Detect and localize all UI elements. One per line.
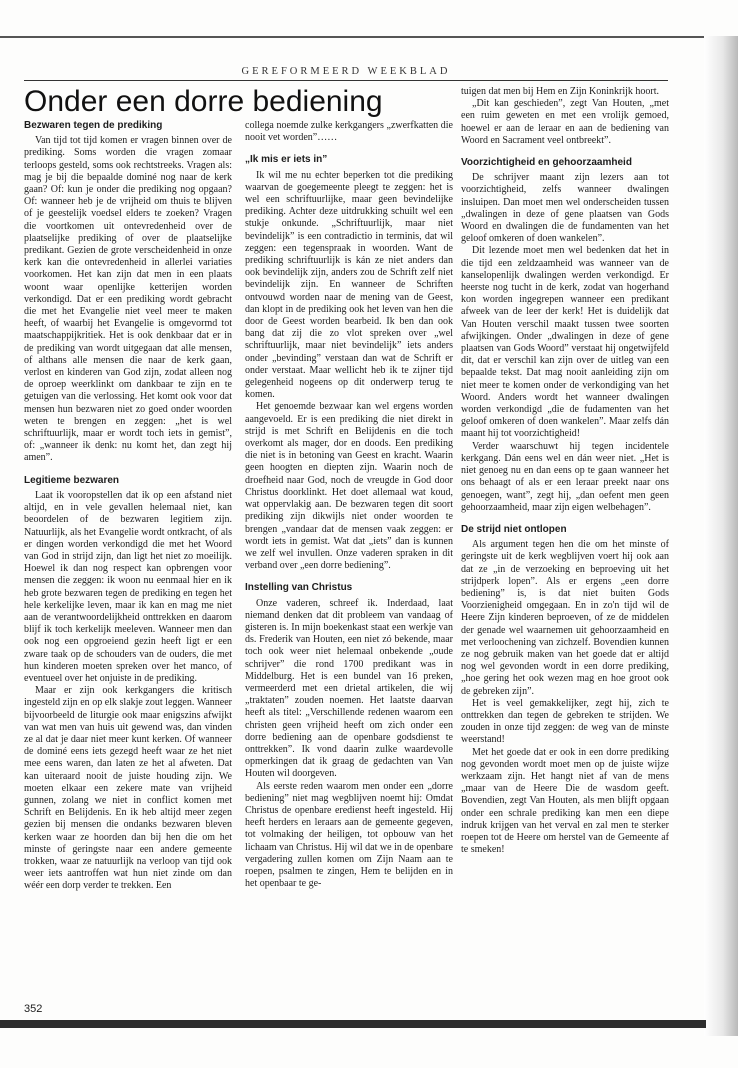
masthead-rule: [24, 80, 668, 81]
section-gap: [461, 147, 669, 157]
body-paragraph: Ik wil me nu echter beperken tot die prediking waarvan de goegemeente pleegt te zeggen: het is wel een schriftuurlijke, maar geen bevindelijke prediking. Achter deze uitdrukking schuilt wel een stukje onkunde. „Schriftuurlijk, maar niet bevindelijk” is een contradictio in terminis, dat wil zeggen: een tegenspraak in woorden. Want de prediking schriftuurlijk is kán ze niet anders dan ook bevindelijk zijn, anders zou de Schrift zelf niet bevindelijk zijn. En wanneer de Schriften ontvouwd worden naar de mening van de Geest, dan klopt in de prediking ook het leven van hen die door de Geest worden bearbeid. Ik ben dan ook bang dat zij die zo vlot spreken over „wel schriftuurlijk, maar niet bevindelijk” iets anders onder „bevinding” verstaan dan wat de Schrift er onder verstaat. Maar wellicht heb ik te zijner tijd gelegenheid nogeens op dit onderwerp terug te komen.: [245, 169, 453, 401]
section-gap: [245, 572, 453, 582]
bottom-border-bar: [0, 1020, 706, 1028]
section-gap: [245, 144, 453, 154]
page-number: 352: [24, 1003, 43, 1015]
top-border-line: [0, 36, 706, 38]
body-paragraph: Verder waarschuwt hij tegen incidentele kerkgang. Dán eens wel en dán weer niet. „Het is niet genoeg nu en dan eens op te gaan wanneer het ons behaagt of als er een leraar preekt naar ons genoegen, want”, zegt hij, „dan oefent men geen gehoorzaamheid, maar zijn eigen welbehagen”.: [461, 440, 669, 513]
article-column-1: [24, 120, 232, 893]
section-heading: Legitieme bezwaren: [24, 474, 120, 486]
section-heading: De strijd niet ontlopen: [461, 523, 567, 535]
body-paragraph: Het is veel gemakkelijker, zegt hij, zich te onttrekken dan tegen de gebreken te strijden. We zouden in onze tijd zeggen: de weg van de minste weerstand!: [461, 697, 669, 746]
body-paragraph: De schrijver maant zijn lezers aan tot voorzichtigheid, zelfs wanneer dwalingen insluipen. Dan moet men wel onderscheiden tussen „dwalingen in deze of gene plaatsen van Gods Woord en dwalingen die de fundamenten van het geloof omkeren of doen wankelen”.: [461, 172, 669, 245]
body-paragraph: Van tijd tot tijd komen er vragen binnen over de prediking. Soms worden die vragen zomaar terloops gesteld, soms ook rechtstreeks. Vragen als: mag je bij die bepaalde dominé nog naar de kerk gaan? Of: kun je onder die prediking nog opgaan? Of: wanneer heb je de vrijheid om thuis te blijven of je geestelijk voedsel elders te zoeken? Vragen die voortkomen uit ontevredenheid over de plaatselijke prediking of over de plaatselijke predikant. Gezien de grote verscheidenheid in onze kerk kan die ontevredenheid in allerlei variaties voorkomen. Het kan zijn dat men in een plaats woont waar openlijke ketterijen worden verkondigd. Dat er een prediking wordt gebracht die met het Evangelie niet veel meer te maken heeft, of waarbij het Evangelie is omgevormd tot maatschappijkritiek. Het is ook denkbaar dat er in de prediking van wordt uitgegaan dat alle mensen, of althans alle mensen die naar de kerk gaan, verlost en kinderen van God zijn, zodat alleen nog de oproep weerklinkt om dankbaar te zijn en te getuigen van die verlossing. Het komt ook voor dat mensen hun bezwaren niet zo goed onder woorden weten te brengen en zeggen: „het is wel schriftuurlijk, maar er wordt toch iets in gemist”, of: „wanneer ik denk: nu komt het, dan zegt hij amen”.: [24, 135, 232, 464]
body-paragraph: Laat ik vooropstellen dat ik op een afstand niet altijd, en in vele gevallen helemaal niet, kan beoordelen of de bezwaren legitiem zijn. Natuurlijk, als het Evangelie wordt ontkracht, of als er dingen worden verkondigd die met het Woord van God in strijd zijn, dan ligt het niet zo moeilijk. Hoewel ik dan nog respect kan opbrengen voor mensen die zeggen: ik woon nu eenmaal hier en ik heb grote bezwaren tegen de prediking en tegen het hele kerkelijke leven, maar ik kan en mag me niet aan de verantwoordelijkheid onttrekken en daarom blijf ik toch kerkelijk meeleven. Wanneer men dan ook nog een opgroeiend gezin heeft ligt er een zware taak op de schouders van de ouders, die met hun kinderen moeten spreken over het manco, of eventueel over het onjuiste in de prediking.: [24, 489, 232, 684]
body-paragraph: Het genoemde bezwaar kan wel ergens worden aangevoeld. Er is een prediking die niet direkt in strijd is met Schrift en Belijdenis en die toch overkomt als mager, dor en doods. Een prediking die niet is in betoning van Geest en kracht. Waarin geen hoogten en diepten zijn. Waarin noch de droefheid naar God, noch de vreugde in God door Christus doorklinkt. Het doet allemaal wat koud, wat oppervlakig aan. De bezwaren tegen dit soort prediking zijn dikwijls niet onder woorden te brengen „vandaar dat de mensen vaak zeggen: er wordt iets in gemist. Wat dat „iets” dan is kunnen we zelf wel invullen. Onze vaderen spraken in dit verband over „een dorre bediening”.: [245, 401, 453, 572]
body-paragraph: „Dit kan geschieden”, zegt Van Houten, „met een ruim geweten en met een vrolijk gemoed, hoewel er aan de leraar en aan de bediening van Woord en Sacrament veel ontbreekt”.: [461, 98, 669, 146]
body-paragraph: Als eerste reden waarom men onder een „dorre bediening” niet mag wegblijven noemt hij: Omdat Christus de openbare eredienst heeft ingesteld. Hij heeft herders en leraars aan de gemeente gegeven, tot volmaking der heiligen, tot opbouw van het lichaam van Christus. Hij wil dat we in de openbare vergadering zullen komen om Zijn Naam aan te roepen, psalmen te zingen, Hem te belijden en in het openbaar te ge-: [245, 780, 453, 890]
section-heading: Voorzichtigheid en gehoorzaamheid: [461, 157, 632, 169]
masthead: GEREFORMEERD WEEKBLAD: [241, 66, 451, 77]
body-paragraph: Met het goede dat er ook in een dorre prediking nog gevonden wordt moet men op de juiste wijze werkzaam zijn. Het hangt niet af van de mens „maar van de Heere Die de wasdom geeft. Bovendien, zegt Van Houten, als men blijft opgaan onder een schrale prediking kan men een diepe indruk krijgen van het verval en zal men te sterker roepen tot de Heere om herstel van de Gemeente af te smeken!: [461, 746, 669, 856]
article-column-3: [461, 86, 669, 856]
section-heading: Instelling van Christus: [245, 582, 353, 594]
body-paragraph: tuigen dat men bij Hem en Zijn Koninkrijk hoort.: [461, 86, 660, 97]
section-gap: [24, 465, 232, 475]
body-paragraph: Dit lezende moet men wel bedenken dat het in die tijd een zeldzaamheid was wanneer van de kanselopenlijk dwalingen werden verkondigd. Er heerste nog tucht in de kerk, zodat van hogerhand kon worden ingegrepen wanneer een predikant afweek van de leer der kerk! Het is duidelijk dat Van Houten verschil maakt tussen twee soorten afwijkingen. Onder „dwalingen in deze of gene plaatsen van Gods Woord” verstaat hij ongetwijfeld dit, dat er verschil kan zijn over de uitleg van een bepaalde tekst. Dat mag nooit aanleiding zijn om niet meer te komen onder de verkondiging van het Woord. Anders wordt het wanneer dwalingen worden verkondigd „die de fudamenten van het geloof omkeren of doen wankelen”. Maar zelfs dán maant hij tot voorzichtigheid!: [461, 245, 669, 440]
section-heading: „Ik mis er iets in”: [245, 154, 328, 166]
body-paragraph: Maar er zijn ook kerkgangers die kritisch ingesteld zijn en op elk slakje zout leggen. Wanneer bijvoorbeeld de liturgie ook maar enigszins afwijkt van wat men van huis uit gewend was, dan vinden ze al dat je daar niet meer kunt kerken. Of wanneer de dominé eens iets gezegd heeft waar ze het niet mee eens waren, dan laten ze het al afweten. Dat kan uiteraard nooit de juiste houding zijn. We moeten elkaar een zekere mate van vrijheid gunnen, zolang we niet in conflict komen met Schrift en Belijdenis. En ik heb altijd meer zegen gezien bij mensen die ondanks bezwaren bleven kerken waar ze hoorden dan bij hen die om het minste of geringste naar een andere gemeente trokken, waar ze natuurlijk na verloop van tijd ook weer iets aantroffen wat hun niet zinde om dan wéér een dorp verder te trekken. Een: [24, 685, 232, 892]
section-heading: Bezwaren tegen de prediking: [24, 120, 163, 131]
article-title: Onder een dorre bediening: [24, 85, 383, 118]
page-edge-shadow: [704, 36, 738, 1036]
body-paragraph: collega noemde zulke kerkgangers „zwerfkatten die nooit vet worden”……: [245, 120, 453, 144]
body-paragraph: Als argument tegen hen die om het minste of geringste uit de kerk wegblijven voert hij ook aan dat ze „in de verzoeking en beproeving uit het strijdperk lopen”. Als er ergens „een dorre bediening” is, is dat niet buiten Gods Voorzienigheid omgegaan. En in zo'n tijd wil de Heere Zijn kinderen beproeven, of ze de middelen der genade wel waarnemen uit gehoorzaamheid en met verloochening van zichzelf. Bovendien kunnen ze nog gebruik maken van het goede dat er altijd nog wel gevonden wordt in een dorre prediking, „hoe gering het ook wezen mag en hoe groot ook de gebreken zijn”.: [461, 539, 669, 697]
article-column-2: [245, 120, 453, 890]
body-paragraph: Onze vaderen, schreef ik. Inderdaad, laat niemand denken dat dit probleem van vandaag of gisteren is. In mijn boekenkast staat een werkje van ds. Frederik van Houten, een niet zó bekende, maar toch ook weer niet helemaal onbekende „oude schrijver” die rond 1700 predikant was in Middelburg. Het is een bundel van 16 preken, vermeerderd met een drietal artikelen, die wij „traktaten” zouden noemen. Het laatste daarvan heeft als titel: „Verschillende redenen waarom een christen geen vrijheid heeft om zich onder een dorre bediening aan de openbare godsdienst te onttrekken”. Ik vond daarin zulke waardevolle opmerkingen dat ik graag de gedachten van Van Houten wil doorgeven.: [245, 597, 453, 780]
section-gap: [461, 514, 669, 524]
